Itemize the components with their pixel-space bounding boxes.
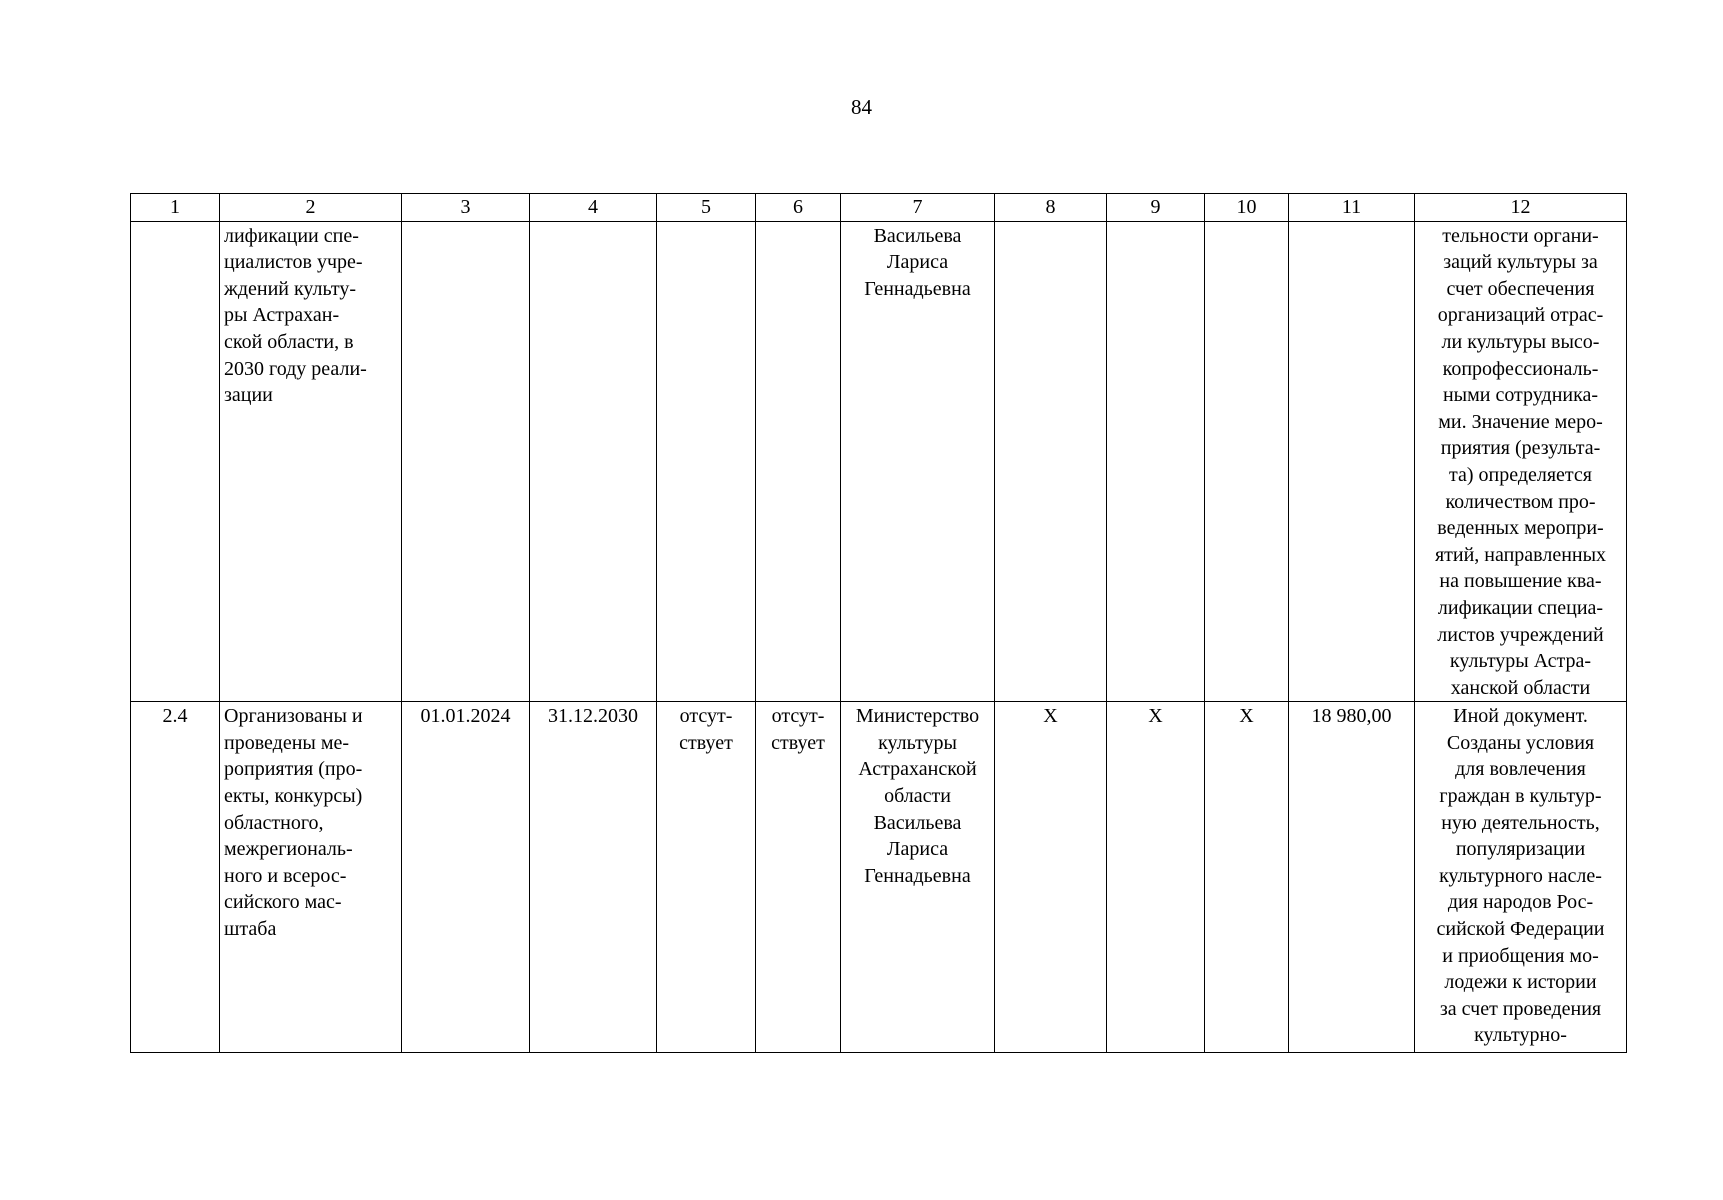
table-row — [131, 702, 1627, 1053]
header-col-9: 9 — [1107, 194, 1205, 222]
header-col-3: 3 — [402, 194, 530, 222]
col10-cell — [1205, 221, 1289, 702]
activity-name-cell: лификации спе- циалистов учре- ждений культу- ры Астрахан- ской области, в 2030 году реали- зации — [220, 221, 402, 702]
header-col-6: 6 — [756, 194, 841, 222]
header-col-5: 5 — [657, 194, 756, 222]
header-col-8: 8 — [995, 194, 1107, 222]
end-date-cell — [530, 221, 657, 702]
responsible-cell: Министерство культуры Астраханской области Васильева Лариса Геннадьевна — [841, 702, 995, 1053]
page-number: 84 — [851, 95, 872, 119]
col5-cell — [657, 221, 756, 702]
row-number-cell — [131, 221, 220, 702]
header-col-2: 2 — [220, 194, 402, 222]
col8-cell: X — [995, 702, 1107, 1053]
header-col-4: 4 — [530, 194, 657, 222]
row-number-cell: 2.4 — [131, 702, 220, 1053]
header-col-10: 10 — [1205, 194, 1289, 222]
responsible-cell: Васильева Лариса Геннадьевна — [841, 221, 995, 702]
header-col-11: 11 — [1289, 194, 1415, 222]
col10-cell: X — [1205, 702, 1289, 1053]
activity-name-cell: Организованы и проведены ме- роприятия (про- екты, конкурсы) областного, межрегиональ- ного и всерос- сийского мас- штаба — [220, 702, 402, 1053]
col8-cell — [995, 221, 1107, 702]
start-date-cell — [402, 221, 530, 702]
activities-table — [130, 193, 1627, 1053]
col9-cell: X — [1107, 702, 1205, 1053]
end-date-cell: 31.12.2030 — [530, 702, 657, 1053]
header-row — [131, 194, 1627, 222]
col9-cell — [1107, 221, 1205, 702]
col5-cell: отсут- ствует — [657, 702, 756, 1053]
table-row — [131, 221, 1627, 702]
header-col-7: 7 — [841, 194, 995, 222]
amount-cell: 18 980,00 — [1289, 702, 1415, 1053]
header-col-1: 1 — [131, 194, 220, 222]
description-cell: Иной документ. Созданы условия для вовлечения граждан в культур- ную деятельность, популяризации культурного насле- дия народов Рос- сийской Федерации и приобщения мо- лодежи к истории за счет проведения культурно- — [1415, 702, 1627, 1053]
header-col-12: 12 — [1415, 194, 1627, 222]
col6-cell — [756, 221, 841, 702]
col6-cell: отсут- ствует — [756, 702, 841, 1053]
start-date-cell: 01.01.2024 — [402, 702, 530, 1053]
amount-cell — [1289, 221, 1415, 702]
description-cell: тельности органи- заций культуры за счет обеспечения организаций отрас- ли культуры высо- копрофессиональ- ными сотрудника- ми. Значение меро- приятия (результа- та) определяется количеством про- веденных меропри- ятий, направленных на повышение ква- лификации специа- листов учреждений культуры Астра- ханской области — [1415, 221, 1627, 702]
